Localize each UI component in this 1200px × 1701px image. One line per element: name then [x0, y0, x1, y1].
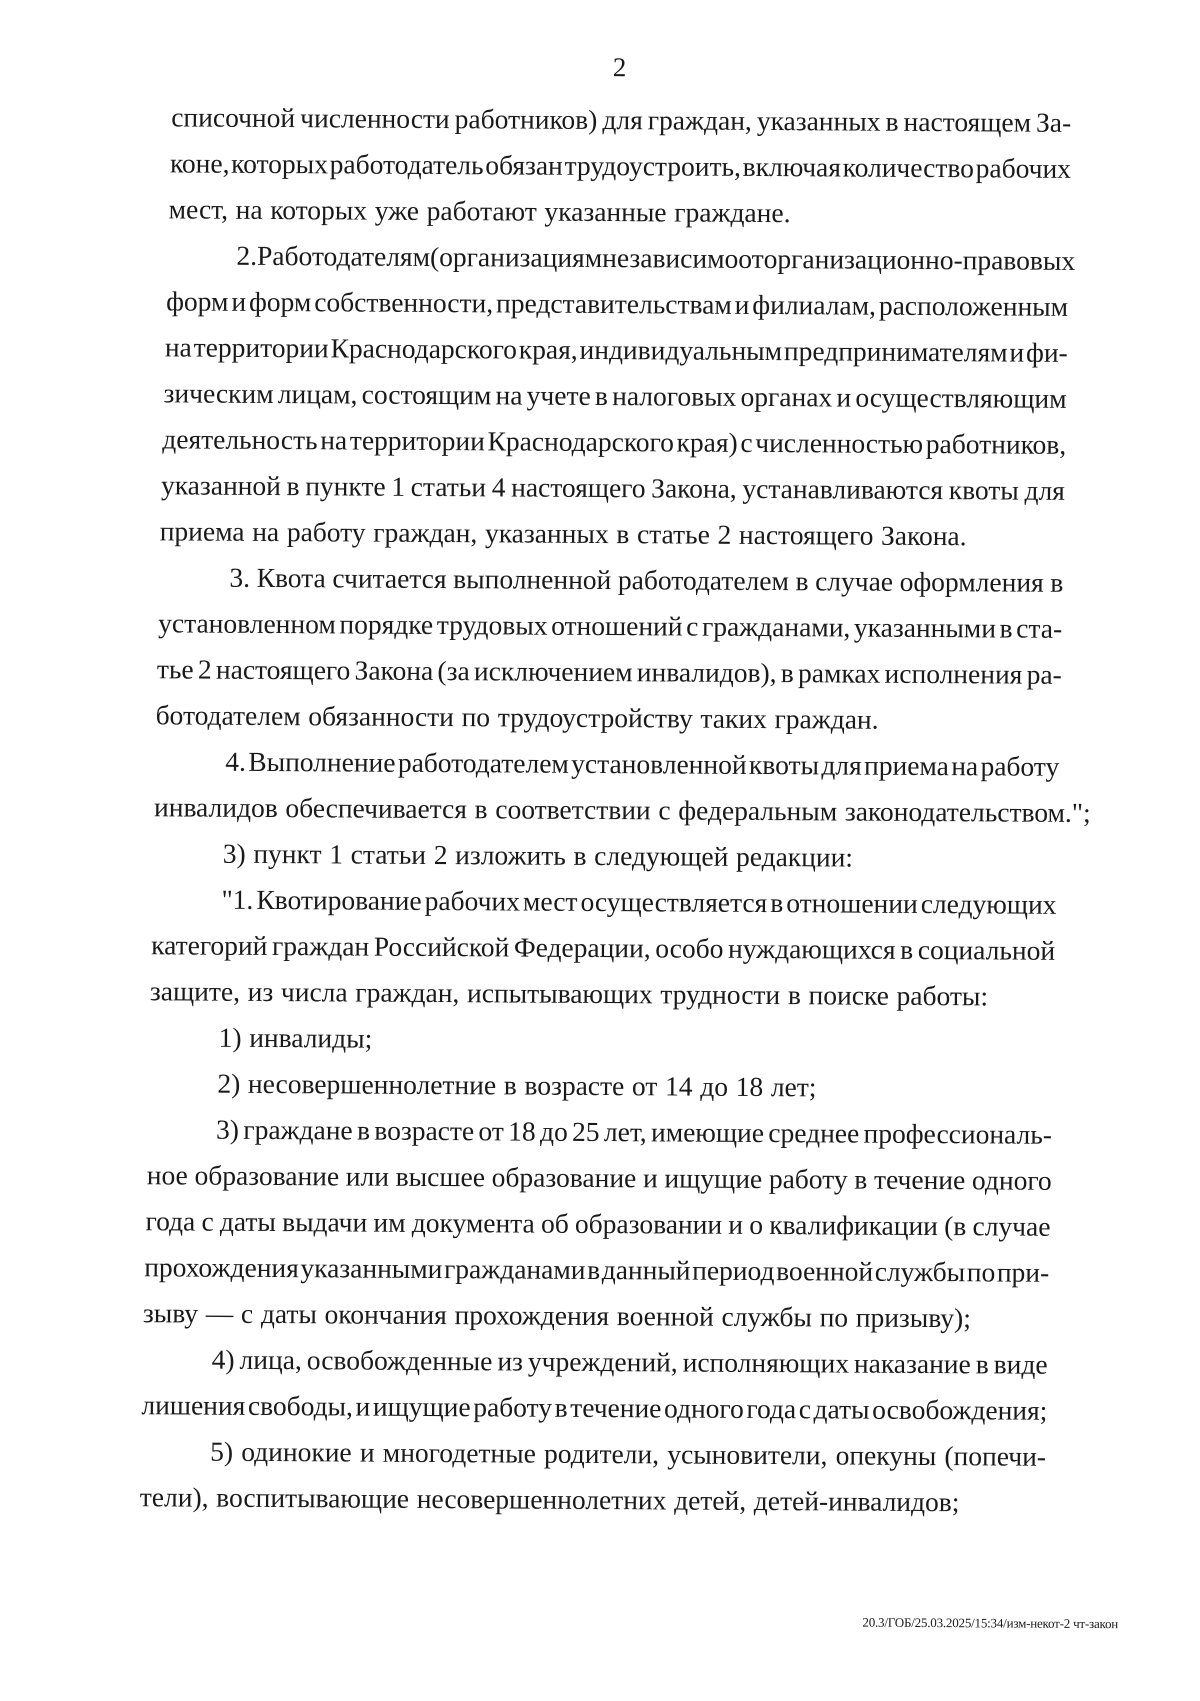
text-line: 3) пункт 1 статьи 2 изложить в следующей редакции: — [222, 837, 854, 873]
text-line: списочной численности работников) для граждан, указанных в настоящем За- — [171, 101, 1072, 138]
text-line: инвалидов обеспечивается в соответствии с федеральным законодательством."; — [153, 791, 1091, 829]
text-line: 4) лица, освобожденные из учреждений, исполняющих наказание в виде — [211, 1343, 1048, 1380]
text-line: лишения свободы, и ищущие работу в течение одного года с даты освобождения; — [141, 1389, 1048, 1426]
text-line: категорий граждан Российской Федерации, особо нуждающихся в социальной — [151, 929, 1056, 966]
text-line: указанной в пункте 1 статьи 4 настоящего Закона, устанавливаются квоты для — [160, 469, 1065, 506]
document-footer-code: 20.3/ГОБ/25.03.2025/15:34/изм-некот-2 чт-закон — [862, 1614, 1119, 1632]
text-line: деятельность на территории Краснодарского края) с численностью работников, — [162, 423, 1067, 460]
text-line: зыву — с даты окончания прохождения военной службы по призыву); — [142, 1297, 972, 1334]
text-line: 2. Работодателям (организациям независимо от организационно-правовых — [236, 239, 1076, 276]
text-line: 3) граждане в возрасте от 18 до 25 лет, имеющие среднее профессиональ- — [216, 1113, 1053, 1150]
text-line: зическим лицам, состоящим на учете в налоговых органах и осуществляющим — [163, 377, 1067, 414]
text-line: мест, на которых уже работают указанные граждане. — [168, 193, 791, 229]
text-line: 2) несовершеннолетние в возрасте от 14 до 18 лет; — [217, 1067, 817, 1103]
page-number: 2 — [612, 52, 627, 83]
text-line: прохождения указанными гражданами в данный период военной службы по при- — [144, 1251, 1050, 1288]
text-line: на территории Краснодарского края, индивидуальным предпринимателям и фи- — [164, 331, 1068, 368]
text-line: ботодателем обязанности по трудоустройству таких граждан. — [155, 699, 879, 735]
text-line: 5) одинокие и многодетные родители, усыновители, опекуны (попечи- — [210, 1435, 1047, 1472]
text-line: защите, из числа граждан, испытывающих трудности в поиске работы: — [149, 975, 989, 1012]
text-line: 4. Выполнение работодателем установленной квоты для приема на работу — [225, 745, 1060, 782]
text-line: года с даты выдачи им документа об образовании и о квалификации (в случае — [145, 1205, 1051, 1242]
text-line: приема на работу граждан, указанных в статье 2 настоящего Закона. — [159, 515, 967, 552]
text-line: форм и форм собственности, представительствам и филиалам, расположенным — [166, 285, 1069, 322]
text-line: ное образование или высшее образование и ищущие работу в течение одного — [146, 1159, 1052, 1196]
text-line: коне, которых работодатель обязан трудоустроить, включая количество рабочих — [169, 147, 1072, 184]
text-line: тели), воспитывающие несовершеннолетних детей, детей-инвалидов; — [139, 1481, 960, 1518]
text-line: 1) инвалиды; — [218, 1021, 373, 1054]
text-line: тье 2 настоящего Закона (за исключением инвалидов), в рамках исполнения ра- — [156, 653, 1062, 690]
text-line: установленном порядке трудовых отношений с гражданами, указанными в ста- — [158, 607, 1063, 644]
text-line: 3. Квота считается выполненной работодателем в случае оформления в — [229, 561, 1064, 598]
text-line: "1. Квотирование рабочих мест осуществляется в отношении следующих — [221, 883, 1057, 920]
